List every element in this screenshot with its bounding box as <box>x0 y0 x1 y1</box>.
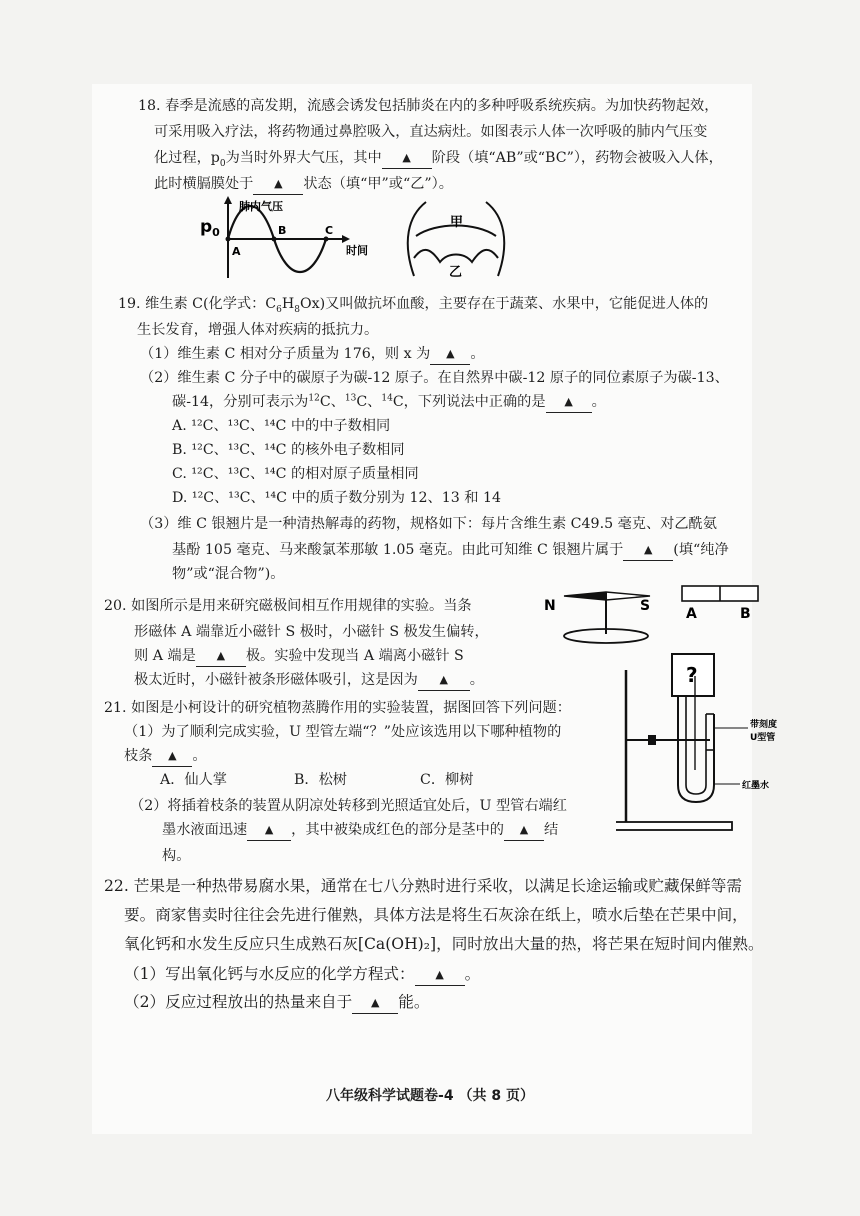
answer-blank[interactable]: ▲ <box>504 820 544 841</box>
u-tube-inner <box>686 696 706 794</box>
q22-line2: 要。商家售卖时往往会先进行催熟，具体方法是将生石灰涂在纸上，喷水后垫在芒果中间， <box>124 906 748 924</box>
label-b: B <box>278 224 287 237</box>
q21-figure <box>616 650 816 840</box>
q21-part2-line1: （2）将插着枝条的装置从阴凉处转移到光照适宜处后，U 型管右端红 <box>130 798 567 814</box>
q19-part1: （1）维生素 C 相对分子质量为 176，则 x 为 ▲ 。 <box>140 344 485 365</box>
label-yi: 乙 <box>449 265 463 280</box>
label-scale: 带刻度 <box>750 720 778 730</box>
q22-part2: （2）反应过程放出的热量来自于 ▲ 能。 <box>124 992 429 1014</box>
q19-line1: 19. 维生素 C(化学式：$C_6H_8Ox$)又叫做抗坏血酸，主要存在于蔬菜、水果中，它能促进人体的 <box>118 296 709 315</box>
q20-line1: 20. 如图所示是用来研究磁极间相互作用规律的实验。当条 <box>104 598 472 614</box>
q20-line4: 极太近时，小磁针被条形磁体吸引，这是因为 ▲ 。 <box>134 670 484 691</box>
q21-part2-line3: 构。 <box>162 848 191 864</box>
q19-option-c[interactable]: C. ¹²C、¹³C、¹⁴C 的相对原子质量相同 <box>172 466 419 482</box>
q21-line1: 21. 如图是小柯设计的研究植物蒸腾作用的实验装置，据图回答下列问题： <box>104 700 571 716</box>
answer-blank[interactable]: ▲ <box>253 174 303 195</box>
q22-part1: （1）写出氧化钙与水反应的化学方程式： ▲ 。 <box>124 964 480 986</box>
q19-option-d[interactable]: D. ¹²C、¹³C、¹⁴C 中的质子数分别为 12、13 和 14 <box>172 490 502 506</box>
label-magnet-a: A <box>686 606 697 622</box>
ribcage-right <box>486 202 504 276</box>
label-jia: 甲 <box>450 215 464 230</box>
needle-north-half <box>564 592 606 600</box>
q21-option-a[interactable]: A．仙人掌 <box>160 772 227 788</box>
q19-part3-line3: 物”或“混合物”)。 <box>172 566 285 582</box>
answer-blank[interactable]: ▲ <box>152 746 192 767</box>
point-a <box>226 237 231 242</box>
question-mark: ? <box>686 663 698 687</box>
q19-part3-line2: 基酚 105 毫克、马来酸氯苯那敏 1.05 毫克。由此可知维 C 银翘片属于 ▲ (填“纯净 <box>172 540 729 561</box>
answer-blank[interactable]: ▲ <box>415 964 465 986</box>
q21-part1-line2: 枝条 ▲ 。 <box>124 746 207 767</box>
point-c <box>324 237 329 242</box>
q18-line3: 化过程，$p_0$为当时外界大气压，其中 ▲ 阶段（填“AB”或“BC”），药物会被吸入人体， <box>154 150 723 169</box>
label-c: C <box>325 224 334 237</box>
y-arrow-icon <box>224 196 232 204</box>
q20-figure <box>540 578 790 658</box>
answer-blank[interactable]: ▲ <box>352 992 398 1014</box>
q21-part2-line2: 墨水液面迅速 ▲ ，其中被染成红色的部分是茎中的 ▲ 结 <box>162 820 558 841</box>
answer-blank[interactable]: ▲ <box>623 540 673 561</box>
y-axis-label: 肺内气压 <box>239 200 283 213</box>
label-s: S <box>640 598 651 614</box>
q22-line3: 氧化钙和水发生反应只生成熟石灰[Ca(OH)₂]，同时放出大量的热，将芒果在短时间内催熟。 <box>124 935 764 953</box>
answer-blank[interactable]: ▲ <box>418 670 470 691</box>
q19-part2-line2: 碳-14，分别可表示为$^{12}$C、$^{13}$C、$^{14}$C，下列说法中正确的是 ▲ 。 <box>172 392 606 413</box>
u-tube-outer <box>678 696 714 802</box>
q20-line2: 形磁体 A 端靠近小磁针 S 极时，小磁针 S 极发生偏转， <box>134 624 489 640</box>
q19-option-b[interactable]: B. ¹²C、¹³C、¹⁴C 的核外电子数相同 <box>172 442 405 458</box>
q18-line2: 可采用吸入疗法，将药物通过鼻腔吸入，直达病灶。如图表示人体一次呼吸的肺内气压变 <box>154 124 708 140</box>
answer-blank[interactable]: ▲ <box>546 392 592 413</box>
label-a: A <box>232 245 241 258</box>
q21-part1-line1: （1）为了顺利完成实验，U 型管左端“？”处应该选用以下哪种植物的 <box>124 724 562 740</box>
label-magnet-b: B <box>740 606 751 622</box>
answer-blank[interactable]: ▲ <box>196 646 246 667</box>
answer-blank[interactable]: ▲ <box>430 344 470 365</box>
clamp <box>648 735 656 745</box>
p0-label: $p_0$ <box>200 217 220 239</box>
q19-part2-line1: （2）维生素 C 分子中的碳原子为碳-12 原子。在自然界中碳-12 原子的同位素原子为碳-13、 <box>140 370 729 386</box>
page-footer: 八年级科学试题卷-4 （共 8 页） <box>326 1088 534 1104</box>
label-red-ink: 红墨水 <box>742 781 770 791</box>
label-u-tube: U型管 <box>750 733 776 743</box>
x-axis-label: 时间 <box>346 244 368 257</box>
q18-line1: 18. 春季是流感的高发期，流感会诱发包括肺炎在内的多种呼吸系统疾病。为加快药物起效， <box>138 98 719 114</box>
q18-figure <box>196 196 586 286</box>
point-b <box>272 237 277 242</box>
q18-line4: 此时横膈膜处于 ▲ 状态（填“甲”或“乙”）。 <box>154 174 453 195</box>
stand-base <box>616 822 732 830</box>
q19-line2: 生长发育，增强人体对疾病的抵抗力。 <box>137 322 379 338</box>
answer-blank[interactable]: ▲ <box>382 148 432 169</box>
q20-line3: 则 A 端是 ▲ 极。实验中发现当 A 端离小磁针 S <box>134 646 464 667</box>
q22-line1: 22. 芒果是一种热带易腐水果，通常在七八分熟时进行采收，以满足长途运输或贮藏保鲜等需 <box>104 877 742 895</box>
x-arrow-icon <box>342 235 350 243</box>
diaphragm-yi <box>414 250 498 262</box>
label-n: N <box>544 598 556 614</box>
q21-option-b[interactable]: B．松树 <box>294 772 347 788</box>
q21-option-c[interactable]: C．柳树 <box>420 772 474 788</box>
ribcage-left <box>408 202 426 276</box>
q19-option-a[interactable]: A. ¹²C、¹³C、¹⁴C 中的中子数相同 <box>172 418 391 434</box>
q19-part3-line1: （3）维 C 银翘片是一种清热解毒的药物，规格如下：每片含维生素 C49.5 毫克、对乙酰氨 <box>140 516 717 532</box>
answer-blank[interactable]: ▲ <box>247 820 291 841</box>
